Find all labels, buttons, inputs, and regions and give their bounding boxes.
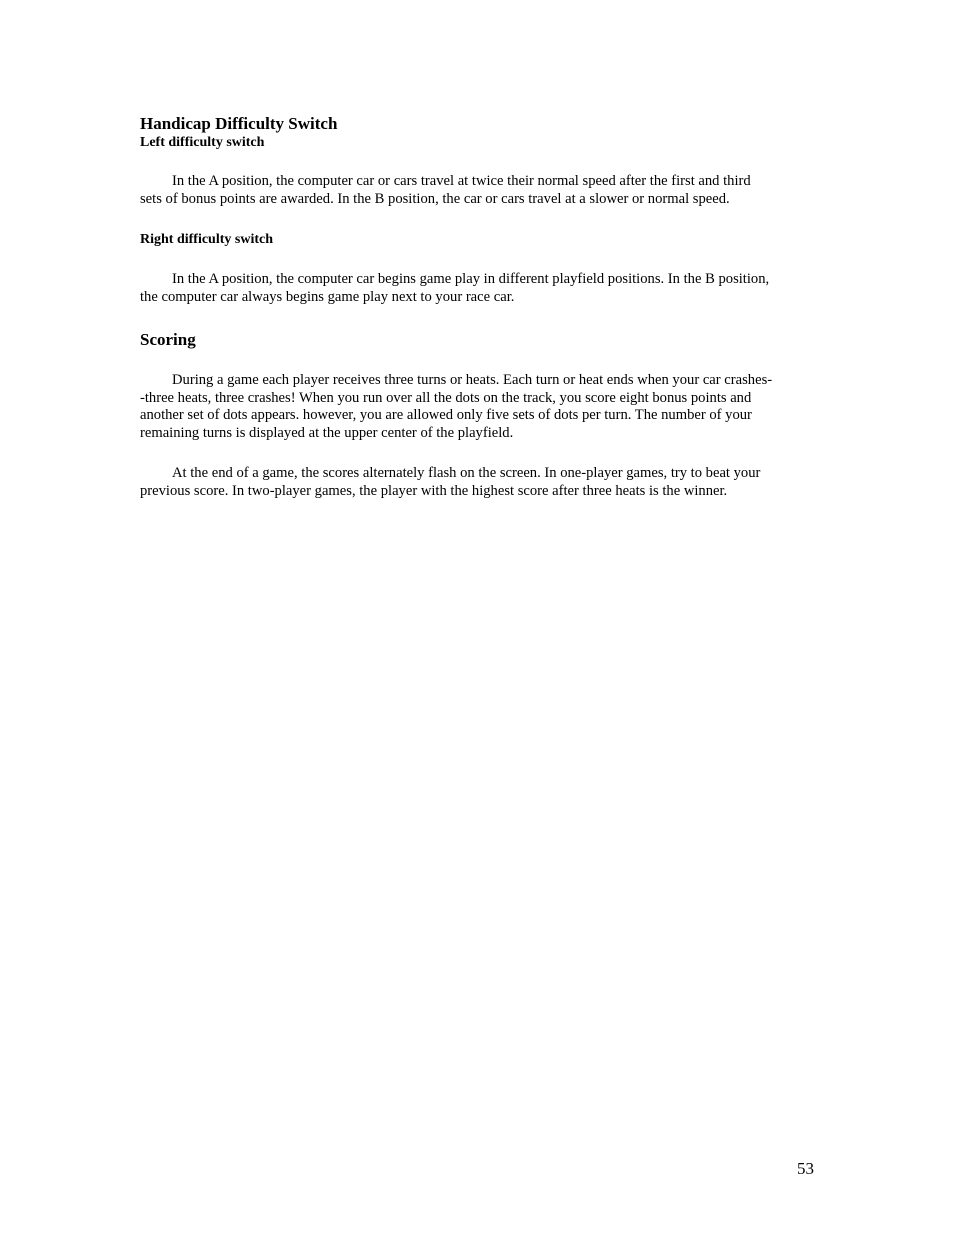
paragraph-line: previous score. In two-player games, the player with the highest score after three heats is the winner.	[140, 482, 728, 499]
paragraph-line: remaining turns is displayed at the upper center of the playfield.	[140, 424, 514, 441]
scoring-paragraph-2	[140, 465, 816, 500]
paragraph-line: -three heats, three crashes! When you run over all the dots on the track, you score eight bonus points and	[140, 389, 752, 406]
paragraph-line: the computer car always begins game play next to your race car.	[140, 288, 515, 305]
paragraph-line: At the end of a game, the scores alternately flash on the screen. In one-player games, try to beat your	[172, 465, 761, 481]
handicap-section-title: Handicap Difficulty Switch	[140, 114, 338, 133]
paragraph-line: sets of bonus points are awarded. In the B position, the car or cars travel at a slower or normal speed.	[140, 190, 730, 207]
right-difficulty-heading: Right difficulty switch	[140, 232, 273, 247]
paragraph-line: In the A position, the computer car begins game play in different playfield positions. In the B position,	[172, 271, 770, 287]
scoring-section-title: Scoring	[140, 330, 196, 349]
page-number: 53	[797, 1159, 814, 1178]
left-difficulty-heading: Left difficulty switch	[140, 135, 265, 150]
scoring-paragraph-1	[140, 372, 816, 442]
paragraph-line: another set of dots appears. however, you are allowed only five sets of dots per turn. The number of your	[140, 407, 752, 424]
paragraph-line: During a game each player receives three turns or heats. Each turn or heat ends when your car crashes-	[172, 372, 773, 388]
right-difficulty-paragraph	[140, 271, 816, 306]
left-difficulty-paragraph	[140, 173, 816, 208]
paragraph-line: In the A position, the computer car or cars travel at twice their normal speed after the first and third	[172, 173, 751, 189]
